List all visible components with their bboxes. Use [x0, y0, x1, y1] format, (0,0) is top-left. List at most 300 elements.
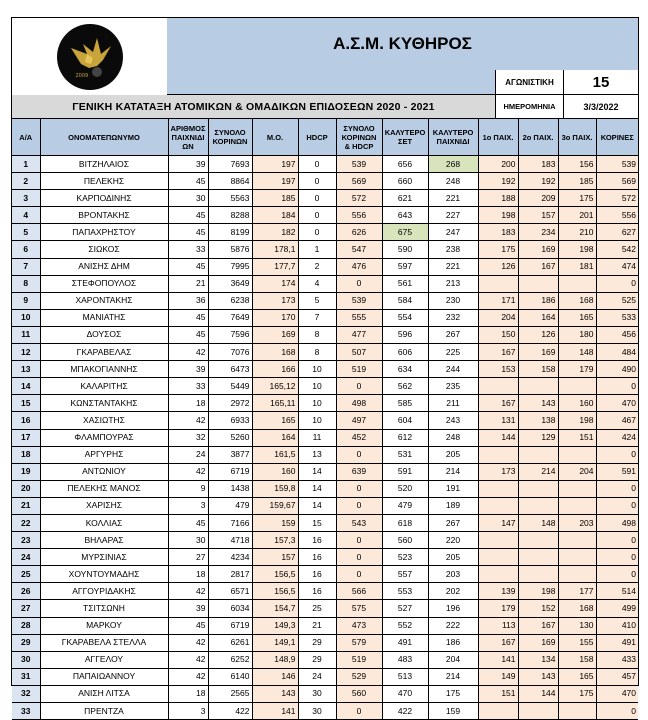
cell-name: ΑΝΤΩΝΙΟΥ: [40, 463, 168, 480]
cell-average: 169: [252, 326, 298, 343]
cell-games: 45: [168, 617, 208, 634]
cell-aa: 22: [12, 514, 40, 531]
cell-total-pins: 1438: [208, 480, 252, 497]
cell-aa: 7: [12, 258, 40, 275]
cell-average: 156,5: [252, 583, 298, 600]
cell-best-game: 214: [428, 463, 478, 480]
cell-best-set: 554: [382, 309, 428, 326]
table-row: [12, 275, 638, 292]
cell-games: 39: [168, 361, 208, 378]
cell-aa: 20: [12, 480, 40, 497]
cell-hdcp: 30: [298, 703, 336, 720]
cell-games: 18: [168, 566, 208, 583]
cell-game-3: 203: [558, 514, 596, 531]
cell-best-game: 211: [428, 395, 478, 412]
table-row: [12, 617, 638, 634]
cell-average: 165,11: [252, 395, 298, 412]
cell-games: 27: [168, 549, 208, 566]
cell-best-set: 660: [382, 173, 428, 190]
cell-game-3: [558, 566, 596, 583]
table-row: [12, 344, 638, 361]
cell-game-3: 201: [558, 207, 596, 224]
cell-aa: 13: [12, 361, 40, 378]
cell-pins: 467: [596, 412, 638, 429]
cell-total-with-hdcp: 0: [336, 566, 382, 583]
column-header-hdcp: HDCP: [298, 119, 336, 156]
cell-game-1: 141: [478, 651, 518, 668]
table-subtitle: ΓΕΝΙΚΗ ΚΑΤΑΤΑΞΗ ΑΤΟΜΙΚΩΝ & ΟΜΑΔΙΚΩΝ ΕΠΙΔΟΣΕΩΝ 2020 - 2021: [12, 95, 496, 119]
cell-game-2: [518, 497, 558, 514]
cell-total-pins: 6261: [208, 634, 252, 651]
cell-game-3: 179: [558, 361, 596, 378]
cell-game-2: 183: [518, 156, 558, 173]
cell-aa: 29: [12, 634, 40, 651]
cell-total-pins: 2817: [208, 566, 252, 583]
cell-best-set: 643: [382, 207, 428, 224]
club-logo: [57, 24, 123, 90]
cell-hdcp: 0: [298, 190, 336, 207]
cell-pins: 0: [596, 378, 638, 395]
column-header-best-set: ΚΑΛΥΤΕΡΟ ΣΕΤ: [382, 119, 428, 156]
cell-best-set: 606: [382, 344, 428, 361]
cell-average: 182: [252, 224, 298, 241]
cell-best-set: 621: [382, 190, 428, 207]
cell-best-game: 221: [428, 258, 478, 275]
cell-total-with-hdcp: 519: [336, 651, 382, 668]
cell-game-1: [478, 378, 518, 395]
table-row: [12, 309, 638, 326]
cell-game-2: 134: [518, 651, 558, 668]
cell-game-1: 144: [478, 429, 518, 446]
table-row: [12, 156, 638, 173]
cell-best-game: 268: [428, 156, 478, 173]
cell-total-pins: 7596: [208, 326, 252, 343]
cell-game-3: [558, 446, 596, 463]
cell-game-3: 168: [558, 292, 596, 309]
cell-pins: 474: [596, 258, 638, 275]
table-row: [12, 600, 638, 617]
cell-game-1: 147: [478, 514, 518, 531]
cell-total-with-hdcp: 476: [336, 258, 382, 275]
cell-pins: 470: [596, 685, 638, 702]
cell-games: 45: [168, 173, 208, 190]
column-header-game-2: 2ο ΠΑΙΧ.: [518, 119, 558, 156]
cell-hdcp: 0: [298, 156, 336, 173]
cell-pins: 0: [596, 549, 638, 566]
cell-total-with-hdcp: 0: [336, 703, 382, 720]
cell-pins: 0: [596, 532, 638, 549]
cell-name: ΚΟΛΛΙΑΣ: [40, 514, 168, 531]
column-header-games: ΑΡΙΘΜΟΣ ΠΑΙΧΝΙΔΙ ΩΝ: [168, 119, 208, 156]
cell-aa: 1: [12, 156, 40, 173]
cell-name: ΜΥΡΣΙΝΙΑΣ: [40, 549, 168, 566]
cell-pins: 470: [596, 395, 638, 412]
cell-total-with-hdcp: 560: [336, 685, 382, 702]
cell-name: ΣΤΕΦΟΠΟΥΛΟΣ: [40, 275, 168, 292]
cell-name: ΑΝΙΣΗΣ ΔΗΜ: [40, 258, 168, 275]
cell-hdcp: 30: [298, 685, 336, 702]
cell-game-3: [558, 378, 596, 395]
cell-hdcp: 2: [298, 258, 336, 275]
cell-hdcp: 7: [298, 309, 336, 326]
cell-game-2: 143: [518, 395, 558, 412]
cell-best-set: 584: [382, 292, 428, 309]
cell-game-1: 192: [478, 173, 518, 190]
cell-games: 45: [168, 258, 208, 275]
cell-average: 159,8: [252, 480, 298, 497]
cell-aa: 30: [12, 651, 40, 668]
cell-hdcp: 16: [298, 532, 336, 549]
cell-games: 42: [168, 344, 208, 361]
cell-pins: 525: [596, 292, 638, 309]
cell-average: 161,5: [252, 446, 298, 463]
cell-pins: 424: [596, 429, 638, 446]
cell-best-game: 175: [428, 685, 478, 702]
cell-average: 177,7: [252, 258, 298, 275]
cell-hdcp: 10: [298, 412, 336, 429]
cell-best-game: 186: [428, 634, 478, 651]
table-row: [12, 668, 638, 685]
cell-hdcp: 14: [298, 463, 336, 480]
cell-game-1: 167: [478, 395, 518, 412]
cell-aa: 3: [12, 190, 40, 207]
cell-best-set: 479: [382, 497, 428, 514]
cell-total-pins: 6719: [208, 463, 252, 480]
table-row: [12, 378, 638, 395]
cell-game-3: 165: [558, 309, 596, 326]
cell-total-with-hdcp: 626: [336, 224, 382, 241]
cell-aa: 18: [12, 446, 40, 463]
cell-games: 9: [168, 480, 208, 497]
cell-games: 42: [168, 412, 208, 429]
cell-aa: 4: [12, 207, 40, 224]
cell-best-game: 267: [428, 514, 478, 531]
cell-total-with-hdcp: 539: [336, 292, 382, 309]
cell-game-1: [478, 480, 518, 497]
cell-average: 146: [252, 668, 298, 685]
cell-best-set: 523: [382, 549, 428, 566]
cell-pins: 0: [596, 703, 638, 720]
cell-game-2: 186: [518, 292, 558, 309]
cell-hdcp: 14: [298, 497, 336, 514]
cell-average: 197: [252, 156, 298, 173]
cell-total-with-hdcp: 473: [336, 617, 382, 634]
table-row: [12, 497, 638, 514]
standings-sheet: [11, 17, 639, 716]
table-row: [12, 532, 638, 549]
table-row: [12, 412, 638, 429]
cell-aa: 31: [12, 668, 40, 685]
cell-aa: 12: [12, 344, 40, 361]
column-header-game-3: 3ο ΠΑΙΧ.: [558, 119, 596, 156]
cell-total-pins: 7995: [208, 258, 252, 275]
cell-total-with-hdcp: 498: [336, 395, 382, 412]
cell-average: 149,1: [252, 634, 298, 651]
cell-best-game: 159: [428, 703, 478, 720]
cell-game-2: 169: [518, 241, 558, 258]
cell-total-with-hdcp: 0: [336, 480, 382, 497]
cell-hdcp: 10: [298, 361, 336, 378]
cell-pins: 0: [596, 480, 638, 497]
table-row: [12, 446, 638, 463]
table-row: [12, 566, 638, 583]
cell-hdcp: 4: [298, 275, 336, 292]
cell-best-game: 248: [428, 429, 478, 446]
cell-aa: 32: [12, 685, 40, 702]
cell-best-game: 196: [428, 600, 478, 617]
cell-game-3: 198: [558, 412, 596, 429]
table-row: [12, 241, 638, 258]
cell-game-1: 151: [478, 685, 518, 702]
cell-game-1: 167: [478, 634, 518, 651]
cell-total-with-hdcp: 556: [336, 207, 382, 224]
cell-games: 42: [168, 463, 208, 480]
cell-game-2: 234: [518, 224, 558, 241]
header-blank-strip: [167, 70, 496, 95]
cell-best-game: 247: [428, 224, 478, 241]
cell-total-with-hdcp: 0: [336, 532, 382, 549]
cell-game-3: [558, 549, 596, 566]
cell-best-set: 553: [382, 583, 428, 600]
cell-games: 33: [168, 378, 208, 395]
cell-pins: 498: [596, 514, 638, 531]
cell-aa: 6: [12, 241, 40, 258]
cell-best-game: 189: [428, 497, 478, 514]
cell-best-set: 557: [382, 566, 428, 583]
cell-game-2: [518, 566, 558, 583]
table-row: [12, 463, 638, 480]
cell-total-with-hdcp: 0: [336, 378, 382, 395]
cell-average: 197: [252, 173, 298, 190]
cell-pins: 490: [596, 361, 638, 378]
cell-pins: 484: [596, 344, 638, 361]
cell-name: ΑΓΓΟΥΡΙΔΑΚΗΣ: [40, 583, 168, 600]
cell-hdcp: 8: [298, 326, 336, 343]
table-row: [12, 361, 638, 378]
cell-name: ΤΣΙΤΣΩΝΗ: [40, 600, 168, 617]
cell-average: 165,12: [252, 378, 298, 395]
cell-total-pins: 8864: [208, 173, 252, 190]
cell-hdcp: 0: [298, 224, 336, 241]
table-row: [12, 480, 638, 497]
cell-game-3: 181: [558, 258, 596, 275]
cell-game-2: 214: [518, 463, 558, 480]
cell-game-1: 198: [478, 207, 518, 224]
cell-game-1: [478, 446, 518, 463]
cell-hdcp: 24: [298, 668, 336, 685]
cell-best-set: 483: [382, 651, 428, 668]
cell-hdcp: 11: [298, 429, 336, 446]
table-row: [12, 326, 638, 343]
cell-aa: 19: [12, 463, 40, 480]
date-label: ΗΜΕΡΟΜΗΝΙΑ: [496, 95, 564, 119]
cell-name: ΠΑΠΑΙΩΑΝΝΟΥ: [40, 668, 168, 685]
cell-aa: 17: [12, 429, 40, 446]
cell-average: 157: [252, 549, 298, 566]
cell-game-1: 183: [478, 224, 518, 241]
cell-name: ΠΡΕΝΤΖΑ: [40, 703, 168, 720]
cell-game-3: 175: [558, 685, 596, 702]
cell-average: 164: [252, 429, 298, 446]
cell-average: 173: [252, 292, 298, 309]
cell-average: 149,3: [252, 617, 298, 634]
cell-best-game: 205: [428, 549, 478, 566]
cell-best-game: 243: [428, 412, 478, 429]
cell-pins: 457: [596, 668, 638, 685]
cell-games: 36: [168, 292, 208, 309]
cell-game-1: 175: [478, 241, 518, 258]
table-row: [12, 173, 638, 190]
cell-best-game: 267: [428, 326, 478, 343]
cell-games: 30: [168, 532, 208, 549]
date-value: 3/3/2022: [564, 95, 638, 119]
cell-game-1: [478, 532, 518, 549]
cell-game-3: 165: [558, 668, 596, 685]
cell-game-3: 156: [558, 156, 596, 173]
cell-hdcp: 29: [298, 634, 336, 651]
cell-best-game: 202: [428, 583, 478, 600]
cell-best-set: 552: [382, 617, 428, 634]
cell-pins: 539: [596, 156, 638, 173]
cell-hdcp: 13: [298, 446, 336, 463]
cell-aa: 9: [12, 292, 40, 309]
cell-pins: 556: [596, 207, 638, 224]
cell-game-2: 129: [518, 429, 558, 446]
cell-name: ΦΛΑΜΠΟΥΡΑΣ: [40, 429, 168, 446]
standings-table: [12, 119, 638, 720]
cell-games: 42: [168, 668, 208, 685]
cell-aa: 26: [12, 583, 40, 600]
cell-average: 159,67: [252, 497, 298, 514]
table-row: [12, 583, 638, 600]
cell-aa: 14: [12, 378, 40, 395]
cell-game-3: 148: [558, 344, 596, 361]
cell-games: 24: [168, 446, 208, 463]
cell-total-pins: 5876: [208, 241, 252, 258]
table-body: [12, 156, 638, 720]
cell-total-pins: 6140: [208, 668, 252, 685]
cell-average: 184: [252, 207, 298, 224]
cell-best-game: 205: [428, 446, 478, 463]
cell-best-game: 191: [428, 480, 478, 497]
cell-best-set: 585: [382, 395, 428, 412]
cell-games: 45: [168, 224, 208, 241]
cell-games: 32: [168, 429, 208, 446]
cell-hdcp: 16: [298, 583, 336, 600]
cell-games: 45: [168, 207, 208, 224]
cell-total-pins: 8199: [208, 224, 252, 241]
cell-game-2: [518, 532, 558, 549]
cell-game-2: [518, 378, 558, 395]
cell-game-2: 167: [518, 258, 558, 275]
cell-name: ΠΕΛΕΚΗΣ ΜΑΝΟΣ: [40, 480, 168, 497]
cell-best-set: 422: [382, 703, 428, 720]
cell-total-pins: 7166: [208, 514, 252, 531]
cell-aa: 27: [12, 600, 40, 617]
cell-games: 30: [168, 190, 208, 207]
cell-total-with-hdcp: 0: [336, 446, 382, 463]
cell-best-set: 562: [382, 378, 428, 395]
table-row: [12, 224, 638, 241]
cell-name: ΣΙΩΚΟΣ: [40, 241, 168, 258]
column-header-pins: ΚΟΡΙΝΕΣ: [596, 119, 638, 156]
cell-best-game: 214: [428, 668, 478, 685]
cell-pins: 456: [596, 326, 638, 343]
cell-pins: 0: [596, 566, 638, 583]
week-number: 15: [564, 70, 638, 95]
cell-hdcp: 21: [298, 617, 336, 634]
cell-average: 148,9: [252, 651, 298, 668]
cell-best-set: 560: [382, 532, 428, 549]
cell-best-set: 561: [382, 275, 428, 292]
cell-pins: 410: [596, 617, 638, 634]
cell-total-with-hdcp: 569: [336, 173, 382, 190]
cell-game-3: [558, 275, 596, 292]
cell-game-3: 168: [558, 600, 596, 617]
cell-name: ΧΑΡΙΣΗΣ: [40, 497, 168, 514]
cell-average: 174: [252, 275, 298, 292]
table-row: [12, 395, 638, 412]
cell-best-game: 203: [428, 566, 478, 583]
cell-best-set: 656: [382, 156, 428, 173]
table-row: [12, 258, 638, 275]
cell-game-3: [558, 497, 596, 514]
cell-games: 45: [168, 326, 208, 343]
cell-total-with-hdcp: 529: [336, 668, 382, 685]
logo-box: [12, 18, 168, 96]
cell-hdcp: 29: [298, 651, 336, 668]
cell-aa: 2: [12, 173, 40, 190]
cell-best-set: 590: [382, 241, 428, 258]
column-header-name: ΟΝΟΜΑΤΕΠΩΝΥΜΟ: [40, 119, 168, 156]
cell-average: 156,5: [252, 566, 298, 583]
cell-name: ΚΩΝΣΤΑΝΤΑΚΗΣ: [40, 395, 168, 412]
cell-name: ΧΑΣΙΩΤΗΣ: [40, 412, 168, 429]
cell-game-1: 200: [478, 156, 518, 173]
cell-game-3: 210: [558, 224, 596, 241]
cell-game-1: 113: [478, 617, 518, 634]
cell-best-game: 222: [428, 617, 478, 634]
cell-game-1: 150: [478, 326, 518, 343]
column-header-aa: Α/Α: [12, 119, 40, 156]
cell-average: 170: [252, 309, 298, 326]
cell-game-2: [518, 275, 558, 292]
cell-average: 157,3: [252, 532, 298, 549]
cell-total-pins: 5563: [208, 190, 252, 207]
cell-game-2: 209: [518, 190, 558, 207]
cell-best-set: 675: [382, 224, 428, 241]
cell-total-with-hdcp: 543: [336, 514, 382, 531]
cell-pins: 491: [596, 634, 638, 651]
cell-name: ΒΙΤΖΗΛΑΙΟΣ: [40, 156, 168, 173]
cell-games: 42: [168, 651, 208, 668]
cell-aa: 15: [12, 395, 40, 412]
cell-best-game: 230: [428, 292, 478, 309]
cell-game-2: 192: [518, 173, 558, 190]
cell-pins: 433: [596, 651, 638, 668]
cell-game-1: 126: [478, 258, 518, 275]
cell-best-set: 520: [382, 480, 428, 497]
cell-total-with-hdcp: 0: [336, 497, 382, 514]
cell-games: 21: [168, 275, 208, 292]
cell-game-1: 139: [478, 583, 518, 600]
cell-games: 3: [168, 497, 208, 514]
cell-total-with-hdcp: 566: [336, 583, 382, 600]
cell-total-with-hdcp: 477: [336, 326, 382, 343]
cell-game-3: [558, 703, 596, 720]
cell-best-set: 612: [382, 429, 428, 446]
cell-aa: 28: [12, 617, 40, 634]
